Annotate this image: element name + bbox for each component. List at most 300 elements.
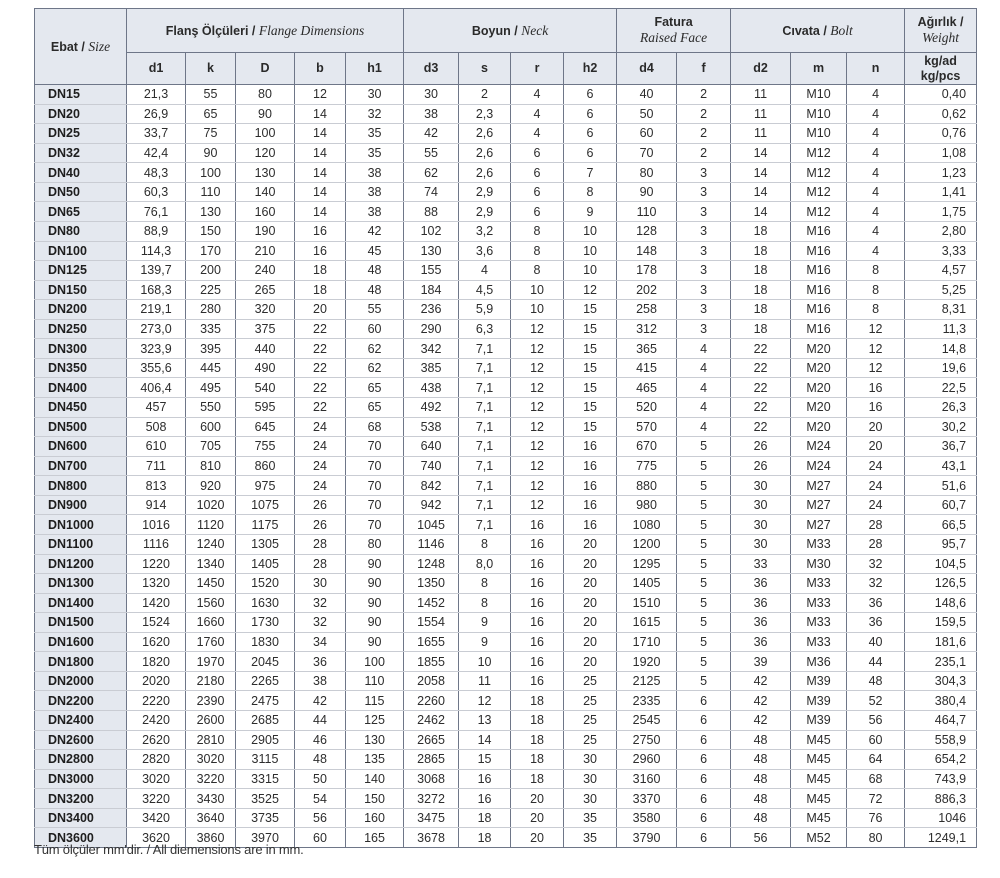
value-cell: 24	[295, 417, 346, 437]
value-cell: 7,1	[459, 358, 511, 378]
value-cell: 42	[295, 691, 346, 711]
value-cell: 12	[295, 85, 346, 105]
size-cell: DN1200	[35, 554, 127, 574]
value-cell: 3640	[186, 808, 236, 828]
value-cell: 7,1	[459, 339, 511, 359]
value-cell: 15	[564, 339, 617, 359]
value-cell: 1655	[404, 632, 459, 652]
value-cell: 1240	[186, 534, 236, 554]
value-cell: 4	[677, 378, 731, 398]
value-cell: 16	[295, 241, 346, 261]
size-cell: DN40	[35, 163, 127, 183]
value-cell: 2,3	[459, 104, 511, 124]
value-cell: 4	[459, 261, 511, 281]
value-cell: 9	[564, 202, 617, 222]
table-row	[35, 730, 977, 750]
size-cell: DN1500	[35, 613, 127, 633]
table-row	[35, 398, 977, 418]
value-cell: 385	[404, 358, 459, 378]
size-cell: DN1600	[35, 632, 127, 652]
value-cell: 365	[617, 339, 677, 359]
value-cell: 165	[346, 828, 404, 848]
value-cell: 2,9	[459, 202, 511, 222]
value-cell: 14	[295, 124, 346, 144]
value-cell: 3272	[404, 789, 459, 809]
value-cell: 240	[236, 261, 295, 281]
value-cell: 46	[295, 730, 346, 750]
value-cell: 42	[731, 691, 791, 711]
value-cell: 16	[295, 221, 346, 241]
value-cell: 1200	[617, 534, 677, 554]
value-cell: 30	[295, 574, 346, 594]
value-cell: M20	[791, 339, 847, 359]
value-cell: 1340	[186, 554, 236, 574]
value-cell: 62	[346, 358, 404, 378]
value-cell: 5	[677, 574, 731, 594]
value-cell: 323,9	[127, 339, 186, 359]
value-cell: 640	[404, 437, 459, 457]
size-cell: DN1800	[35, 652, 127, 672]
value-cell: 90	[617, 182, 677, 202]
value-cell: M33	[791, 613, 847, 633]
value-cell: 10	[459, 652, 511, 672]
table-row	[35, 808, 977, 828]
value-cell: 6,3	[459, 319, 511, 339]
value-cell: M12	[791, 163, 847, 183]
value-cell: 12	[847, 339, 905, 359]
value-cell: 1560	[186, 593, 236, 613]
value-cell: 3	[677, 261, 731, 281]
value-cell: 1970	[186, 652, 236, 672]
value-cell: 20	[564, 574, 617, 594]
value-cell: 2420	[127, 711, 186, 731]
value-cell: 90	[346, 613, 404, 633]
value-cell: 920	[186, 476, 236, 496]
value-cell: 18	[511, 711, 564, 731]
value-cell: 14	[295, 202, 346, 222]
value-cell: 8,0	[459, 554, 511, 574]
weight-cell: 30,2	[905, 417, 977, 437]
value-cell: 2058	[404, 671, 459, 691]
weight-cell: 148,6	[905, 593, 977, 613]
value-cell: 38	[346, 163, 404, 183]
value-cell: 48	[731, 750, 791, 770]
value-cell: 33	[731, 554, 791, 574]
weight-cell: 126,5	[905, 574, 977, 594]
value-cell: 30	[564, 789, 617, 809]
value-cell: 2	[677, 85, 731, 105]
value-cell: 18	[731, 300, 791, 320]
value-cell: 14	[295, 182, 346, 202]
table-row	[35, 339, 977, 359]
value-cell: M33	[791, 632, 847, 652]
value-cell: 20	[511, 789, 564, 809]
weight-cell: 36,7	[905, 437, 977, 457]
value-cell: 2,6	[459, 124, 511, 144]
size-header	[35, 9, 127, 85]
neck-header	[404, 9, 617, 53]
value-cell: 14	[295, 163, 346, 183]
value-cell: 6	[564, 104, 617, 124]
value-cell: M24	[791, 456, 847, 476]
value-cell: 2905	[236, 730, 295, 750]
value-cell: 20	[564, 652, 617, 672]
value-cell: 30	[346, 85, 404, 105]
table-row	[35, 182, 977, 202]
value-cell: 170	[186, 241, 236, 261]
size-cell: DN200	[35, 300, 127, 320]
value-cell: 3735	[236, 808, 295, 828]
value-cell: 2,9	[459, 182, 511, 202]
value-cell: 10	[511, 280, 564, 300]
value-cell: 1524	[127, 613, 186, 633]
value-cell: 30	[564, 750, 617, 770]
value-cell: 740	[404, 456, 459, 476]
value-cell: 48	[731, 730, 791, 750]
value-cell: 465	[617, 378, 677, 398]
value-cell: 12	[511, 476, 564, 496]
value-cell: 406,4	[127, 378, 186, 398]
value-cell: 56	[295, 808, 346, 828]
value-cell: 3020	[186, 750, 236, 770]
value-cell: M20	[791, 358, 847, 378]
size-cell: DN2000	[35, 671, 127, 691]
value-cell: 1630	[236, 593, 295, 613]
value-cell: M33	[791, 534, 847, 554]
value-cell: 100	[236, 124, 295, 144]
value-cell: 975	[236, 476, 295, 496]
value-cell: 355,6	[127, 358, 186, 378]
value-cell: 18	[731, 280, 791, 300]
value-cell: 11	[459, 671, 511, 691]
value-cell: M27	[791, 476, 847, 496]
value-cell: 3620	[127, 828, 186, 848]
value-cell: 5	[677, 671, 731, 691]
value-cell: 32	[346, 104, 404, 124]
value-cell: 90	[346, 554, 404, 574]
value-cell: 810	[186, 456, 236, 476]
value-cell: 1710	[617, 632, 677, 652]
value-cell: 30	[731, 534, 791, 554]
value-cell: 755	[236, 437, 295, 457]
value-cell: 150	[186, 221, 236, 241]
weight-unit-tr: kg/ad	[924, 53, 957, 68]
flange-header-tr: Flanş Ölçüleri /	[165, 23, 256, 38]
table-row	[35, 515, 977, 535]
value-cell: 30	[731, 515, 791, 535]
value-cell: 4	[847, 182, 905, 202]
weight-cell: 43,1	[905, 456, 977, 476]
table-row	[35, 534, 977, 554]
flange-header-en: Flange Dimensions	[258, 22, 365, 38]
value-cell: 8	[511, 241, 564, 261]
value-cell: 2265	[236, 671, 295, 691]
value-cell: 219,1	[127, 300, 186, 320]
table-row	[35, 124, 977, 144]
weight-cell: 1,41	[905, 182, 977, 202]
value-cell: 18	[511, 730, 564, 750]
value-cell: 33,7	[127, 124, 186, 144]
value-cell: 320	[236, 300, 295, 320]
value-cell: 48	[346, 261, 404, 281]
table-row	[35, 476, 977, 496]
value-cell: 2390	[186, 691, 236, 711]
value-cell: 24	[847, 495, 905, 515]
value-cell: 6	[564, 143, 617, 163]
value-cell: 3678	[404, 828, 459, 848]
value-cell: 50	[295, 769, 346, 789]
value-cell: 395	[186, 339, 236, 359]
table-row	[35, 85, 977, 105]
value-cell: 12	[511, 319, 564, 339]
value-cell: 1320	[127, 574, 186, 594]
value-cell: 3430	[186, 789, 236, 809]
value-cell: 10	[564, 241, 617, 261]
weight-cell: 159,5	[905, 613, 977, 633]
value-cell: 16	[564, 495, 617, 515]
value-cell: 20	[295, 300, 346, 320]
value-cell: 130	[346, 730, 404, 750]
value-cell: 70	[346, 515, 404, 535]
value-cell: M24	[791, 437, 847, 457]
col-header-b: b	[295, 53, 346, 85]
value-cell: 8	[847, 261, 905, 281]
value-cell: 3115	[236, 750, 295, 770]
weight-cell: 886,3	[905, 789, 977, 809]
weight-cell: 5,25	[905, 280, 977, 300]
size-cell: DN32	[35, 143, 127, 163]
table-row	[35, 221, 977, 241]
size-header-en: Size	[88, 38, 111, 54]
value-cell: 1615	[617, 613, 677, 633]
value-cell: 16	[511, 652, 564, 672]
value-cell: 1350	[404, 574, 459, 594]
weight-cell: 304,3	[905, 671, 977, 691]
value-cell: 74	[404, 182, 459, 202]
value-cell: 2	[677, 104, 731, 124]
value-cell: 5	[677, 593, 731, 613]
value-cell: 12	[511, 437, 564, 457]
value-cell: 3860	[186, 828, 236, 848]
weight-cell: 22,5	[905, 378, 977, 398]
value-cell: 4	[847, 163, 905, 183]
weight-cell: 1,75	[905, 202, 977, 222]
value-cell: 70	[346, 476, 404, 496]
value-cell: 26	[295, 515, 346, 535]
value-cell: 1660	[186, 613, 236, 633]
value-cell: 24	[847, 456, 905, 476]
value-cell: 570	[617, 417, 677, 437]
value-cell: 90	[346, 632, 404, 652]
value-cell: 62	[404, 163, 459, 183]
value-cell: 210	[236, 241, 295, 261]
value-cell: 775	[617, 456, 677, 476]
size-cell: DN100	[35, 241, 127, 261]
value-cell: 48	[731, 789, 791, 809]
value-cell: 1830	[236, 632, 295, 652]
value-cell: M16	[791, 241, 847, 261]
size-cell: DN400	[35, 378, 127, 398]
value-cell: 4	[847, 241, 905, 261]
value-cell: 6	[677, 769, 731, 789]
value-cell: 48	[731, 769, 791, 789]
value-cell: 8	[511, 261, 564, 281]
value-cell: 342	[404, 339, 459, 359]
size-cell: DN3400	[35, 808, 127, 828]
value-cell: 2820	[127, 750, 186, 770]
value-cell: 8	[847, 280, 905, 300]
value-cell: 54	[295, 789, 346, 809]
value-cell: 26	[731, 456, 791, 476]
value-cell: 290	[404, 319, 459, 339]
value-cell: 160	[346, 808, 404, 828]
value-cell: 16	[511, 534, 564, 554]
value-cell: 184	[404, 280, 459, 300]
value-cell: 1520	[236, 574, 295, 594]
value-cell: 15	[564, 358, 617, 378]
size-cell: DN1300	[35, 574, 127, 594]
size-cell: DN250	[35, 319, 127, 339]
value-cell: 6	[677, 750, 731, 770]
value-cell: 42	[404, 124, 459, 144]
value-cell: 3	[677, 319, 731, 339]
value-cell: 80	[847, 828, 905, 848]
value-cell: 18	[731, 319, 791, 339]
value-cell: 20	[847, 437, 905, 457]
value-cell: 125	[346, 711, 404, 731]
value-cell: 36	[847, 593, 905, 613]
value-cell: 36	[847, 613, 905, 633]
value-cell: 1305	[236, 534, 295, 554]
value-cell: 8	[847, 300, 905, 320]
value-cell: M16	[791, 319, 847, 339]
value-cell: 18	[295, 261, 346, 281]
weight-cell: 235,1	[905, 652, 977, 672]
value-cell: 18	[459, 828, 511, 848]
table-row	[35, 769, 977, 789]
value-cell: 1620	[127, 632, 186, 652]
value-cell: 68	[847, 769, 905, 789]
value-cell: 65	[346, 398, 404, 418]
value-cell: 3	[677, 221, 731, 241]
value-cell: 1248	[404, 554, 459, 574]
value-cell: 5	[677, 534, 731, 554]
value-cell: 2220	[127, 691, 186, 711]
value-cell: 4	[847, 143, 905, 163]
value-cell: 10	[564, 221, 617, 241]
value-cell: 375	[236, 319, 295, 339]
value-cell: 160	[236, 202, 295, 222]
value-cell: 2335	[617, 691, 677, 711]
value-cell: 2,6	[459, 143, 511, 163]
value-cell: 25	[564, 691, 617, 711]
size-cell: DN500	[35, 417, 127, 437]
value-cell: 7,1	[459, 437, 511, 457]
value-cell: 610	[127, 437, 186, 457]
value-cell: 56	[847, 711, 905, 731]
value-cell: 705	[186, 437, 236, 457]
table-row	[35, 319, 977, 339]
value-cell: 4	[677, 339, 731, 359]
value-cell: 7,1	[459, 456, 511, 476]
value-cell: 18	[511, 769, 564, 789]
value-cell: 148	[617, 241, 677, 261]
value-cell: 3,6	[459, 241, 511, 261]
value-cell: 225	[186, 280, 236, 300]
value-cell: 440	[236, 339, 295, 359]
value-cell: 22	[731, 339, 791, 359]
value-cell: M12	[791, 143, 847, 163]
value-cell: 36	[731, 632, 791, 652]
value-cell: 490	[236, 358, 295, 378]
size-cell: DN600	[35, 437, 127, 457]
value-cell: 202	[617, 280, 677, 300]
value-cell: 860	[236, 456, 295, 476]
weight-cell: 66,5	[905, 515, 977, 535]
value-cell: 12	[564, 280, 617, 300]
value-cell: 22	[731, 378, 791, 398]
value-cell: 20	[564, 554, 617, 574]
value-cell: 2462	[404, 711, 459, 731]
col-header-m: m	[791, 53, 847, 85]
bolt-header	[731, 9, 905, 53]
value-cell: M27	[791, 515, 847, 535]
weight-cell: 464,7	[905, 711, 977, 731]
value-cell: M45	[791, 769, 847, 789]
value-cell: 236	[404, 300, 459, 320]
value-cell: 9	[459, 632, 511, 652]
value-cell: 40	[617, 85, 677, 105]
value-cell: 76,1	[127, 202, 186, 222]
value-cell: 20	[511, 828, 564, 848]
weight-cell: 11,3	[905, 319, 977, 339]
size-cell: DN2800	[35, 750, 127, 770]
value-cell: 200	[186, 261, 236, 281]
table-row	[35, 593, 977, 613]
table-row	[35, 104, 977, 124]
value-cell: 6	[511, 143, 564, 163]
table-row	[35, 574, 977, 594]
value-cell: 15	[564, 300, 617, 320]
value-cell: 38	[295, 671, 346, 691]
value-cell: 3475	[404, 808, 459, 828]
table-body	[35, 85, 977, 848]
col-header-k: k	[186, 53, 236, 85]
value-cell: 6	[677, 789, 731, 809]
value-cell: 140	[346, 769, 404, 789]
value-cell: 20	[511, 808, 564, 828]
value-cell: 52	[847, 691, 905, 711]
value-cell: 18	[731, 241, 791, 261]
value-cell: 11	[731, 104, 791, 124]
col-header-d1: d1	[127, 53, 186, 85]
size-cell: DN2200	[35, 691, 127, 711]
value-cell: 7,1	[459, 378, 511, 398]
table-row	[35, 456, 977, 476]
value-cell: 3068	[404, 769, 459, 789]
value-cell: 16	[564, 456, 617, 476]
value-cell: 4	[511, 104, 564, 124]
value-cell: 2960	[617, 750, 677, 770]
value-cell: 3160	[617, 769, 677, 789]
value-cell: 20	[564, 593, 617, 613]
value-cell: 273,0	[127, 319, 186, 339]
value-cell: 24	[847, 476, 905, 496]
value-cell: 5	[677, 456, 731, 476]
weight-cell: 1046	[905, 808, 977, 828]
subheader-row	[35, 53, 977, 85]
value-cell: 813	[127, 476, 186, 496]
